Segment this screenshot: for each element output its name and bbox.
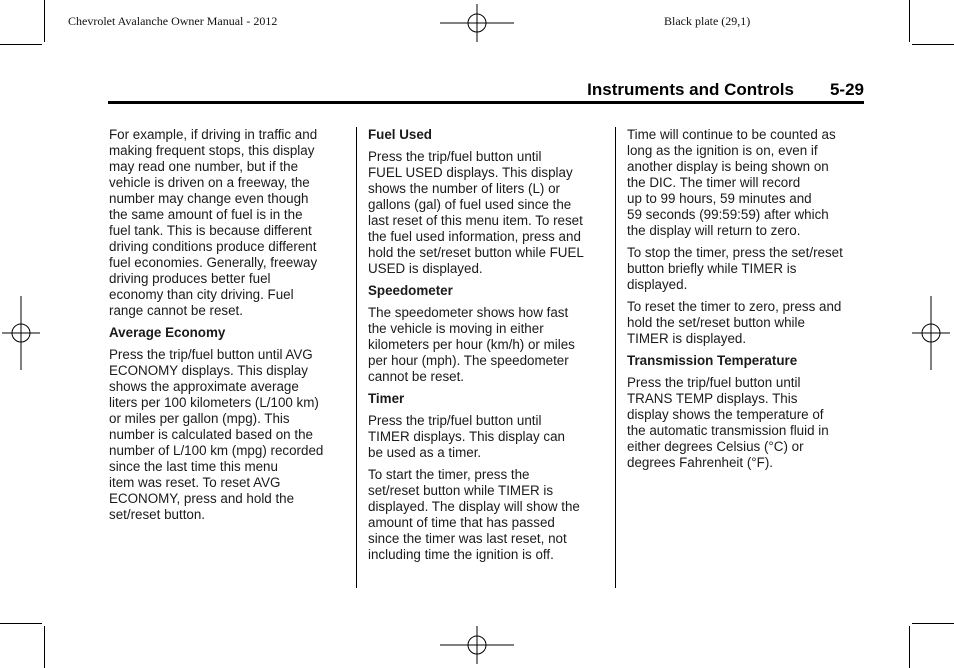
timer-reset-paragraph: To reset the timer to zero, press and hold the set/reset button while TIMER is displayed. <box>627 299 842 346</box>
transmission-temperature-paragraph: Press the trip/fuel button until TRANS TEMP displays. This display shows the temperature of the automatic transmission fluid in either degrees Celsius (°C) or degrees Fahrenheit (°F). <box>627 375 829 470</box>
crop-mark-bottom-left-vertical <box>44 626 45 668</box>
timer-stop-paragraph: To stop the timer, press the set/reset button briefly while TIMER is displayed. <box>627 245 843 292</box>
column-divider <box>356 127 357 588</box>
speedometer-heading: Speedometer <box>368 283 453 298</box>
section-header <box>108 80 864 102</box>
text-column-3 <box>627 127 863 477</box>
registration-target-icon <box>2 296 40 370</box>
plate-label: Black plate (29,1) <box>664 14 751 28</box>
timer-start-paragraph: To start the timer, press the set/reset button while TIMER is displayed. The display will show the amount of time that has passed since the timer was last reset, not including time the ignition is off. <box>368 467 580 562</box>
text-column-2 <box>368 127 604 569</box>
crop-mark-bottom-left-horizontal <box>0 623 42 624</box>
timer-heading: Timer <box>368 391 405 406</box>
speedometer-paragraph: The speedometer shows how fast the vehicle is moving in either kilometers per hour (km/h) or miles per hour (mph). The speedometer cannot be reset. <box>368 305 575 384</box>
registration-target-icon <box>912 296 950 370</box>
registration-target-icon <box>440 4 514 42</box>
average-economy-paragraph: Press the trip/fuel button until AVG ECONOMY displays. This display shows the approximate average liters per 100 kilometers (L/100 km) or miles per gallon (mpg). This number is calculated based on the number of L/100 km (mpg) recorded since the last time this menu item was reset. To reset AVG ECONOMY, press and hold the set/reset button. <box>109 347 324 522</box>
crop-mark-top-right-vertical <box>909 0 910 42</box>
average-economy-heading: Average Economy <box>109 325 226 340</box>
crop-mark-top-left-horizontal <box>0 44 42 45</box>
fuel-range-paragraph: For example, if driving in traffic and making frequent stops, this display may read one number, but if the vehicle is driven on a freeway, the number may change even though the same amount of fuel is in the fuel tank. This is because different driving conditions produce different fuel economies. Generally, freeway driving produces better fuel economy than city driving. Fuel range cannot be reset. <box>109 127 318 318</box>
manual-title: Chevrolet Avalanche Owner Manual - 2012 <box>68 14 278 28</box>
header-rule <box>108 101 864 104</box>
fuel-used-paragraph: Press the trip/fuel button until FUEL USED displays. This display shows the number of liters (L) or gallons (gal) of fuel used since the last reset of this menu item. To reset the fuel used information, press and hold the set/reset button while FUEL USED is displayed. <box>368 149 584 276</box>
crop-mark-top-left-vertical <box>44 0 45 42</box>
timer-continue-paragraph: Time will continue to be counted as long as the ignition is on, even if another display is being shown on the DIC. The timer will record up to 99 hours, 59 minutes and 59 seconds (99:59:59) after which the display will return to zero. <box>627 127 836 238</box>
timer-paragraph: Press the trip/fuel button until TIMER displays. This display can be used as a timer. <box>368 413 565 460</box>
column-divider <box>615 127 616 588</box>
fuel-used-heading: Fuel Used <box>368 127 432 142</box>
page-number: 5-29 <box>829 80 864 99</box>
text-column-1 <box>109 127 345 529</box>
crop-mark-bottom-right-horizontal <box>912 623 954 624</box>
transmission-temperature-heading: Transmission Temperature <box>627 353 798 368</box>
registration-target-icon <box>440 626 514 664</box>
crop-mark-bottom-right-vertical <box>909 626 910 668</box>
crop-mark-top-right-horizontal <box>912 44 954 45</box>
section-title: Instruments and Controls <box>587 80 794 99</box>
